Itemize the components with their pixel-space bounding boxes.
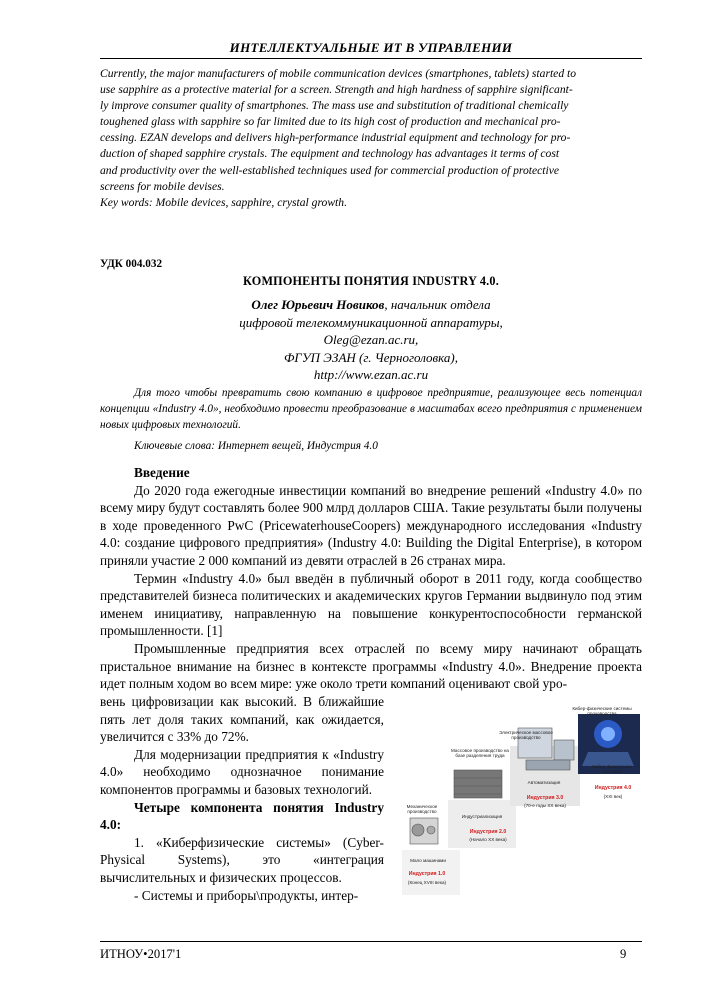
english-abstract-line: and productivity over the well-established techniques used for commercial production of protective [100,163,560,177]
paragraph: До 2020 года ежегодные инвестиции компаний во внедрение решений «Industry 4.0» по всему миру будут составлять более 900 млрд долларов США. Такие результаты были получены в ходе проведенного PwC (PricewaterhouseCoopers) международного исследования «Industry 4.0: создание цифрового предприятия» (Industry 4.0: Building the Digital Enterprise), в котором приняли участие 2 000 компаний из девяти отраслей в 26 странах мира. [100,482,642,568]
intro-section [100,464,642,693]
label-industry-1: Индустрия 1.0 [408,871,446,877]
author-department: цифровой телекоммуникационной аппаратуры, [239,314,503,330]
russian-abstract: Для того чтобы превратить свою компанию в цифровое предприятие, реализующее весь потенциал концепции «Industry 4.0», необходимо провести преобразование в масштабах всего предприятия с применением новых цифровых технологий. [100,387,642,431]
list-item: 1. «Киберфизические системы» (Cyber-Physical Systems), это «интеграция вычислительных и физических процессов. [100,834,384,885]
paragraph: Термин «Industry 4.0» был введён в публичный оборот в 2011 году, когда сообщество представителей бизнеса политических и академических кругов Германии выдвинуло под этим именем инициативу, направленную на повышение конкурентоспособности германской промышленности. [1] [100,570,642,639]
label-industry-3: Индустрия 3.0 [526,795,564,801]
article-title: КОМПОНЕНТЫ ПОНЯТИЯ INDUSTRY 4.0. [243,274,499,288]
english-keywords: Key words: Mobile devices, sapphire, crystal growth. [100,196,347,209]
footer-journal: ИТНОУ•2017'1 [100,947,182,961]
components-heading: Четыре компонента понятия Industry 4.0: [100,799,384,833]
english-abstract-line: cessing. EZAN develops and delivers high-performance industrial equipment and technology for pro- [100,131,571,145]
author-role: , начальник отдела [384,297,491,312]
udk-code: УДК 004.032 [100,258,163,270]
page-number: 9 [620,947,627,961]
author-organization: ФГУП ЭЗАН (г. Черноголовка), [283,349,459,365]
author-block [100,296,642,384]
label-first-conveyor: Массовое производство на базе разделения труда [451,748,509,759]
industry-evolution-figure [398,700,644,900]
author-url: http://www.ezan.ac.ru [313,367,429,382]
russian-keywords: Ключевые слова: Интернет вещей, Индустрия 4.0 [134,440,378,452]
label-cyber: Кибер-физические системы [592,764,632,775]
label-industry-1-date: (Конец XVIII века) [407,880,447,885]
paragraph: вень цифровизации как высокий. В ближайшие пять лет доля таких компаний, как ожидается, увеличится с 33% до 72%. [100,694,384,745]
list-item: - Системы и приборы\продукты, интер- [134,887,359,903]
label-industry-2-date: (Начало XX века) [469,837,507,842]
english-abstract-line: toughened glass with sapphire so far limited due to its high cost of production and mechanical pro- [100,115,561,129]
label-industrialization: Индустриализация [461,814,503,819]
label-industry-4-date: (XXI век) [603,794,623,799]
label-industry-4: Индустрия 4.0 [594,785,632,791]
label-conveyor: Электрическое массовое производство [499,730,553,741]
english-abstract [100,66,642,195]
narrow-column [100,693,384,904]
author-email: Oleg@ezan.ac.ru, [323,332,419,347]
english-abstract-line: Currently, the major manufacturers of mobile communication devices (smartphones, tablets) started to [100,67,577,80]
label-industry-3-date: (70-е годы XX века) [524,803,566,808]
author-name: Олег Юрьевич Новиков [251,297,385,312]
english-abstract-line: use sapphire as a protective material for a screen. Strength and high hardness of sapphire significant- [100,83,573,97]
intro-heading: Введение [134,465,190,480]
english-abstract-line: screens for mobile devises. [100,179,225,193]
english-abstract-line: duction of shaped sapphire crystals. The equipment and technology has advantages it terms of cost [100,147,560,161]
footer-rule [100,941,642,942]
label-machines: Мало машинами [410,858,446,863]
label-mechanical: Механическое производство [406,804,438,815]
running-header: ИНТЕЛЛЕКТУАЛЬНЫЕ ИТ В УПРАВЛЕНИИ [229,40,513,55]
label-automation: Автоматизация [527,780,561,785]
label-industry-2: Индустрия 2.0 [469,829,507,835]
paragraph: Для модернизации предприятия к «Industry 4.0» необходимо однозначное понимание компонентов программы и базовых технологий. [100,746,384,797]
paragraph: Промышленные предприятия всех отраслей по всему миру начинают обращать пристальное внимание на бизнес в контексте программы «Industry 4.0». Внедрение проекта идет полным ходом во всем мире: уже около трети компаний оценивают свой уро- [100,640,642,692]
english-abstract-line: ly improve consumer quality of smartphones. The mass use and substitution of traditional chemically [100,99,569,113]
label-cps: Кибер-физические системы производства [572,706,632,717]
header-rule [100,58,642,59]
